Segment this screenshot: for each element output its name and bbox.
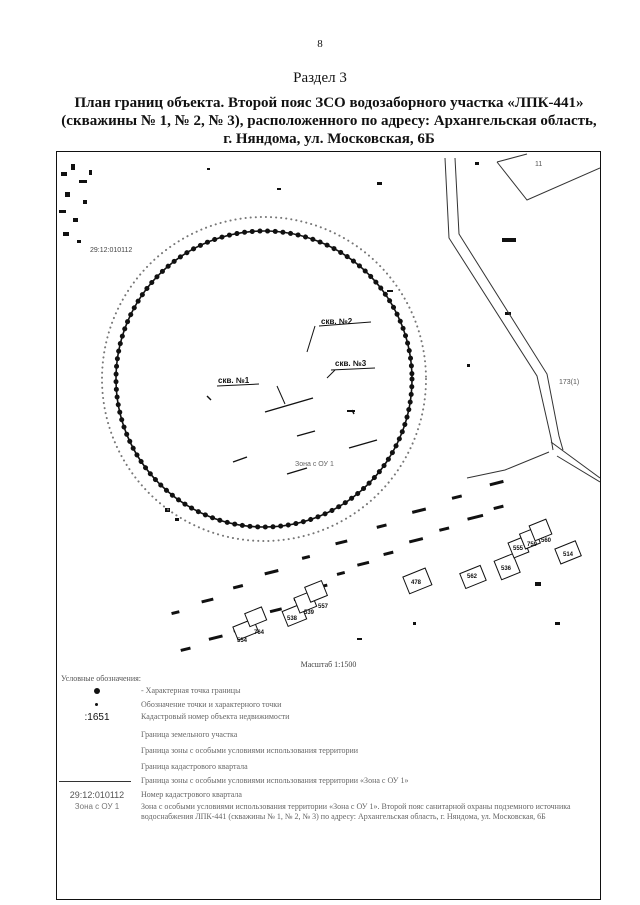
map-area [57,152,600,660]
legend-text: Номер кадастрового квартала [141,790,242,799]
protection-zone-boundary [102,217,426,541]
legend-title: Условные обозначения: [61,674,142,683]
parcel-536: 536 [501,566,512,572]
parcel-478: 478 [411,580,422,586]
legend-item-zone-description [57,802,600,842]
well-leaders [277,326,335,404]
legend-text: Обозначение точки и характерного точки [141,700,282,709]
page-number: 8 [317,38,323,50]
parcel-514: 514 [563,552,574,558]
legend-text: Граница земельного участка [141,730,238,739]
parcel-560: 560 [541,538,552,544]
legend [57,672,600,900]
legend-symbol-zone-id: Зона с ОУ 1 [74,802,120,811]
legend-text: Граница кадастрового квартала [141,762,248,771]
corner-label-top: 11 [535,161,543,168]
legend-item-zone-boundary [57,746,600,758]
parcel-562: 562 [467,574,478,580]
well-label-3: скв. №3 [335,359,367,368]
map-speckle [59,162,560,640]
legend-item-parcel-number [57,712,600,724]
plan-title-line-1: План границ объекта. Второй пояс ЗСО водозаборного участка «ЛПК-441» [74,95,584,111]
parcel-764: 764 [254,630,265,636]
legend-item-block-boundary [57,762,600,774]
parcel-539: 539 [304,610,315,616]
parcel-top-right [497,154,600,200]
legend-item-zone-line [57,776,600,788]
scale-label: Масштаб 1:1500 [300,660,357,669]
legend-text: - Характерная точка границы [141,686,241,695]
section-title: Раздел 3 [293,70,347,86]
legend-text: Граница зоны с особыми условиями использования территории [141,746,359,755]
legend-symbol-parcel-number: :1651 [84,712,110,723]
plan-title-line-3: г. Няндома, ул. Московская, 6Б [223,131,435,147]
plan-title-line-2: (скважины № 1, № 2, № 3), расположенного по адресу: Архангельская область, [61,113,597,129]
legend-text: Граница зоны с особыми условиями использования территории «Зона с ОУ 1» [141,776,409,785]
cadastral-block-label: 29:12:010112 [90,247,133,254]
legend-item-point-label [57,700,600,712]
legend-item-block-number [57,790,600,802]
parcel-759: 759 [527,542,538,548]
legend-item-boundary-point [57,686,600,698]
well-label-1: скв. №1 [218,376,250,385]
parcel-538: 538 [287,616,298,622]
legend-item-parcel-boundary [57,730,600,742]
zone-label: Зона с ОУ 1 [295,461,334,468]
street-fragments [160,480,525,652]
plan-title [58,94,600,148]
legend-text: Зона с особыми условиями использования территории «Зона с ОУ 1». Второй пояс санитарной охраны подземного источника водоснабжения ЛПК-441 (скважины № 1, № 2, № 3) по адресу: Архангельская область, г. Няндома, ул. Московская, 6Б [141,802,571,821]
parcel-554: 554 [237,638,248,644]
map-drawing [57,152,600,660]
parcel-555: 555 [513,546,524,552]
building-parcels [230,519,581,640]
parcel-557: 557 [318,604,329,610]
road-lines [445,158,600,482]
map-linework [207,396,377,474]
well-label-2: скв. №2 [321,317,353,326]
legend-text: Кадастровый номер объекта недвижимости [141,712,290,721]
legend-symbol-block-number: 29:12:010112 [69,790,125,800]
corner-label-right: 173(1) [559,379,580,386]
